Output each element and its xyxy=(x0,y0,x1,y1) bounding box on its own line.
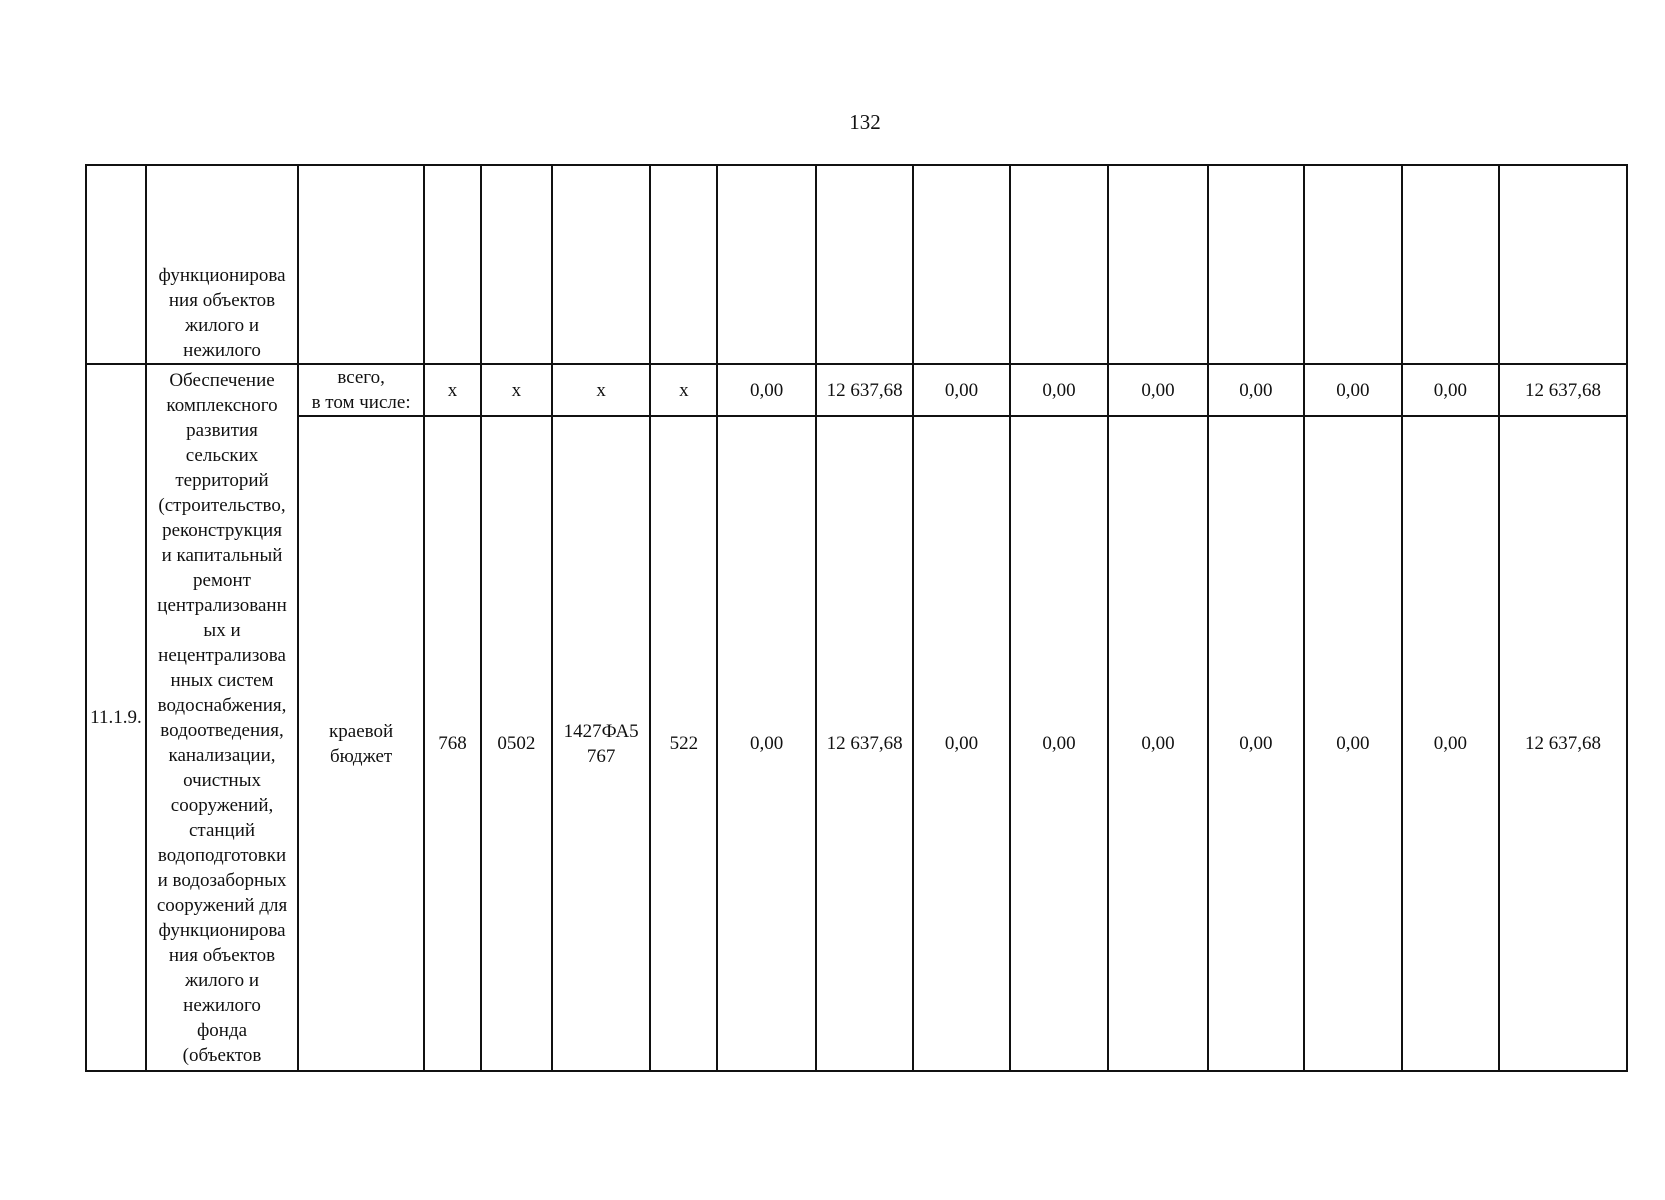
value-cell: 12 637,68 xyxy=(1499,364,1627,416)
source-line: краевой xyxy=(329,720,394,742)
value-cell: 0,00 xyxy=(913,364,1009,416)
name-line: ремонт xyxy=(193,569,251,591)
source-cell-regional xyxy=(298,416,424,1071)
source-line: всего, xyxy=(337,367,385,388)
name-line: реконструкция xyxy=(162,519,282,541)
name-line: нежилого xyxy=(183,994,261,1016)
item-name-cell xyxy=(146,364,298,1071)
item-number-cell: 11.1.9. xyxy=(86,364,146,1071)
empty-cell xyxy=(1499,165,1627,364)
value-cell: 12 637,68 xyxy=(816,416,913,1071)
source-line: в том числе: xyxy=(311,392,411,413)
name-line: водоснабжения, xyxy=(157,694,287,716)
empty-cell xyxy=(552,165,650,364)
value-cell: 0,00 xyxy=(1304,364,1401,416)
value-cell: 0,00 xyxy=(1010,364,1108,416)
name-line: функционирова xyxy=(158,265,286,286)
name-line: сооружений для xyxy=(156,894,288,916)
name-line: ния объектов xyxy=(168,290,276,311)
source-line: бюджет xyxy=(330,745,393,767)
value-cell: 0,00 xyxy=(1402,416,1499,1071)
name-line: сооружений, xyxy=(170,794,274,816)
name-line: развития xyxy=(186,419,258,441)
name-line: централизованн xyxy=(157,594,287,616)
csr-line: 1427ФА5 xyxy=(563,720,639,742)
empty-cell xyxy=(1208,165,1304,364)
name-line: канализации, xyxy=(168,744,276,766)
empty-cell xyxy=(816,165,913,364)
value-cell: 12 637,68 xyxy=(816,364,913,416)
vr-cell: x xyxy=(650,364,717,416)
value-cell: 0,00 xyxy=(1108,364,1207,416)
empty-cell xyxy=(1010,165,1108,364)
page-number: 132 xyxy=(849,110,881,134)
name-line: Обеспечение xyxy=(169,369,275,391)
continuation-row xyxy=(86,165,1627,364)
empty-cell xyxy=(717,165,815,364)
value-cell: 0,00 xyxy=(717,416,815,1071)
name-line: нных систем xyxy=(170,669,274,691)
continuation-name-cell xyxy=(146,165,298,364)
table-row-total xyxy=(86,364,1627,416)
name-line: очистных xyxy=(183,769,261,791)
value-cell: 0,00 xyxy=(1010,416,1108,1071)
name-line: водоотведения, xyxy=(160,719,284,741)
continuation-number-cell xyxy=(86,165,146,364)
table-row-regional-budget xyxy=(86,416,1627,1071)
value-cell: 0,00 xyxy=(1208,416,1304,1071)
name-line: (строительство, xyxy=(158,494,286,516)
value-cell: 0,00 xyxy=(1304,416,1401,1071)
name-line: и капитальный xyxy=(161,544,283,566)
empty-cell xyxy=(1304,165,1401,364)
name-line: жилого и xyxy=(185,969,260,991)
name-line: нецентрализова xyxy=(158,644,286,666)
name-line: (объектов xyxy=(182,1044,262,1066)
name-line: станций xyxy=(188,819,256,841)
name-line: водоподготовки xyxy=(157,844,287,866)
value-cell: 0,00 xyxy=(1108,416,1207,1071)
value-cell: 0,00 xyxy=(913,416,1009,1071)
name-line: и водозаборных xyxy=(157,869,287,891)
budget-table xyxy=(85,164,1628,1072)
vr-cell: 522 xyxy=(650,416,717,1071)
name-line: комплексного xyxy=(166,394,278,416)
name-line: ния объектов xyxy=(168,944,276,966)
source-cell-total xyxy=(298,364,424,416)
name-line: жилого и xyxy=(185,315,260,336)
grbs-cell: 768 xyxy=(424,416,481,1071)
empty-cell xyxy=(1402,165,1499,364)
empty-cell xyxy=(424,165,481,364)
value-cell: 0,00 xyxy=(1208,364,1304,416)
grbs-cell: x xyxy=(424,364,481,416)
empty-cell xyxy=(298,165,424,364)
empty-cell xyxy=(913,165,1009,364)
value-cell: 12 637,68 xyxy=(1499,416,1627,1071)
csr-cell xyxy=(552,416,650,1071)
name-line: сельских xyxy=(185,444,259,466)
name-line: функционирова xyxy=(158,919,286,941)
name-line: ых и xyxy=(203,619,241,641)
empty-cell xyxy=(650,165,717,364)
rz-pr-cell: 0502 xyxy=(481,416,552,1071)
value-cell: 0,00 xyxy=(1402,364,1499,416)
rz-pr-cell: x xyxy=(481,364,552,416)
csr-line: 767 xyxy=(586,745,616,767)
empty-cell xyxy=(1108,165,1207,364)
csr-cell: x xyxy=(552,364,650,416)
empty-cell xyxy=(481,165,552,364)
name-line: фонда xyxy=(196,1019,248,1041)
name-line: нежилого xyxy=(183,340,261,361)
value-cell: 0,00 xyxy=(717,364,815,416)
name-line: территорий xyxy=(175,469,269,491)
